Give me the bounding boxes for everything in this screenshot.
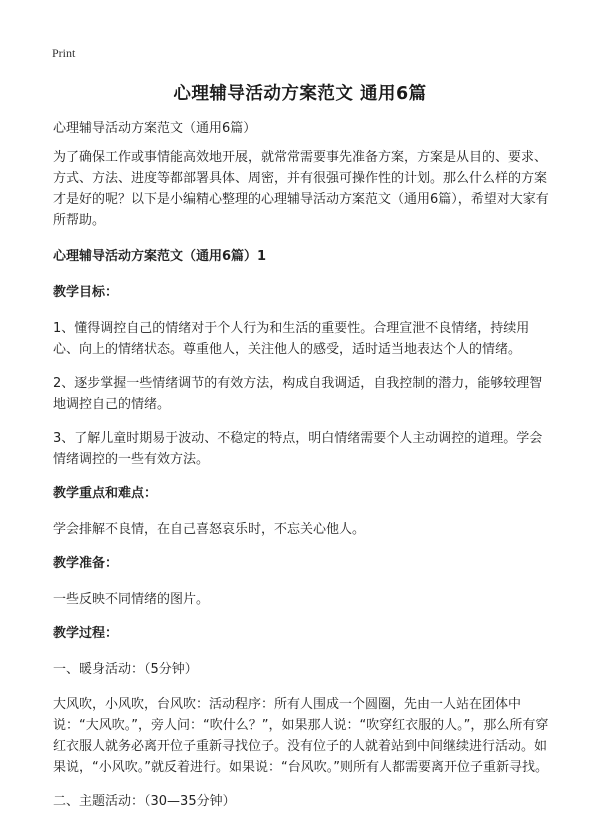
warmup-text: 大风吹，小风吹，台风吹：活动程序：所有人围成一个圆圈，先由一人站在团体中说：“大风吹。”，旁人问：“吹什么？”，如果那人说：“吹穿红衣服的人。”，那么所有穿红衣服人就务必离开位子重新寻找位子。没有位子的人就着站到中间继续进行活动。如果说，“小风吹。”就反着进行。如果说：“台风吹。”则所有人都需要离开位子重新寻找。	[53, 697, 549, 775]
main-activity-heading: 二、主题活动：（30—35分钟）	[53, 794, 236, 809]
preparation-text: 一些反映不同情绪的图片。	[53, 592, 210, 607]
goal-item-3: 3、了解儿童时期易于波动、不稳定的特点，明白情绪需要个人主动调控的道理。学会情绪调控的一些有效方法。	[53, 431, 543, 467]
goals-heading: 教学目标：	[53, 285, 119, 300]
page-title: 心理辅导活动方案范文 通用6篇	[173, 84, 427, 104]
intro-paragraph: 为了确保工作或事情能高效地开展，就常常需要事先准备方案，方案是从目的、要求、方式、方法、进度等都部署具体、周密，并有很强可操作性的计划。那么什么样的方案才是好的呢？以下是小编精心整理的心理辅导活动方案范文（通用6篇），希望对大家有所帮助。	[53, 150, 549, 228]
document-subtitle: 心理辅导活动方案范文（通用6篇）	[53, 121, 257, 136]
key-points-heading: 教学重点和难点：	[53, 486, 158, 501]
preparation-heading: 教学准备：	[53, 556, 119, 571]
document-body	[53, 118, 553, 826]
section-heading: 心理辅导活动方案范文（通用6篇）1	[53, 249, 267, 264]
warmup-heading: 一、暖身活动：（5分钟）	[53, 662, 198, 677]
process-heading: 教学过程：	[53, 626, 119, 641]
key-points-text: 学会排解不良情，在自己喜怒哀乐时，不忘关心他人。	[53, 522, 366, 537]
goal-item-2: 2、逐步掌握一些情绪调节的有效方法，构成自我调适，自我控制的潜力，能够较理智地调控自己的情绪。	[53, 376, 543, 412]
print-label: Print	[52, 46, 76, 60]
goal-item-1: 1、懂得调控自己的情绪对于个人行为和生活的重要性。合理宣泄不良情绪，持续用心、向上的情绪状态。尊重他人，关注他人的感受，适时适当地表达个人的情绪。	[53, 321, 530, 357]
